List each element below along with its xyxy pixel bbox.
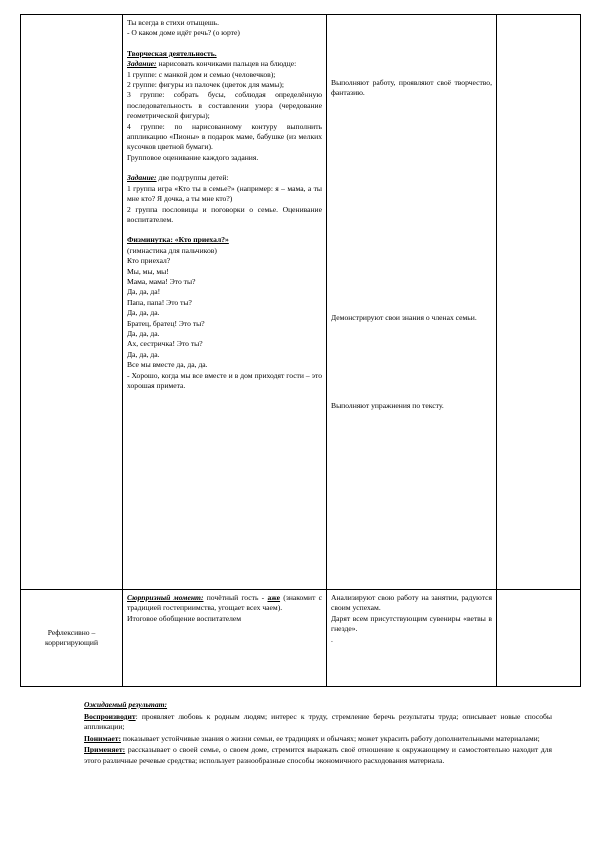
outcome-item	[84, 734, 552, 745]
outcome-item	[84, 745, 552, 766]
task2-text: две подгруппы детей:	[156, 173, 229, 183]
surprise-text: почётный гость -	[203, 593, 268, 602]
outcome-label: Применяет:	[84, 745, 126, 755]
list-item: 2 группа пословицы и поговорки о семье. Оценивание воспитателем.	[127, 204, 322, 224]
lesson-table	[20, 14, 581, 687]
list-item: 1 группе: с манкой дом и семью (человечков);	[127, 69, 276, 79]
task1-text: нарисовать кончиками пальцев на блюдце:	[156, 59, 297, 69]
children-activity-b: Демонстрируют свои знания о членах семьи.	[331, 312, 477, 322]
summary-line: Итоговое обобщение воспитателем	[127, 613, 242, 623]
phys-heading: Физминутка: «Кто приехал?»	[127, 235, 229, 245]
list-item: Групповое оценивание каждого задания.	[127, 152, 259, 162]
intro-line: Ты всегда в стихи отыщешь.	[127, 18, 220, 27]
notes-cell-empty	[497, 590, 581, 687]
poem-line: Мы, мы, мы!	[127, 266, 169, 276]
poem-line: Да, да, да!	[127, 287, 161, 297]
outcome-item	[84, 712, 552, 733]
children-activity-c: Выполняют упражнения по тексту.	[331, 401, 444, 411]
children-activity-a: Анализируют свою работу на занятии, радуются своим успехам.	[331, 593, 492, 613]
children-activity-c: .	[331, 634, 333, 644]
children-activity-a: Выполняют работу, проявляют своё творчество, фантазию.	[331, 78, 492, 98]
teacher-activity-cell	[123, 590, 327, 687]
outcome-label: Воспроизводит	[84, 711, 136, 721]
task2-label: Задание:	[127, 173, 157, 183]
poem-line: Кто приехал?	[127, 256, 171, 266]
notes-cell-empty	[497, 15, 581, 590]
outcome-label: Понимает:	[84, 733, 122, 743]
outcome-text: : проявляет любовь к родным людям; интерес к труду, стремление беречь результаты труда; описывает новые способы аппликации;	[84, 711, 552, 732]
guest-text: (знакомит с традицией гостеприимства, угощает всех чаем).	[127, 593, 323, 613]
poem-line: Ах, сестричка! Это ты?	[127, 339, 203, 349]
poem-line: Братец, братец! Это ты?	[127, 318, 205, 328]
surprise-label: Сюрпризный момент:	[127, 593, 204, 602]
creative-heading: Творческая деятельность.	[127, 48, 217, 58]
stage-label: Рефлексивно – корригирующий	[44, 627, 99, 647]
teacher-activity-cell	[123, 15, 327, 590]
outcome-title: Ожидаемый результат:	[84, 700, 168, 709]
table-row	[21, 15, 581, 590]
poem-line: - Хорошо, когда мы все вместе и в дом приходят гости – это хорошая примета.	[127, 370, 322, 390]
intro-line: - О каком доме идёт речь? (о юрте)	[127, 28, 240, 38]
task1-line	[127, 59, 322, 69]
poem-line: Да, да, да.	[127, 308, 160, 318]
guest-label: аже	[267, 593, 281, 602]
children-activity-cell	[327, 15, 497, 590]
expected-outcome	[84, 700, 552, 768]
outcome-text: показывает устойчивые знания о жизни семьи, ее традициях и обычаях; может украсить работу дополнительными материалами;	[121, 733, 540, 743]
stage-cell-empty	[21, 15, 123, 590]
list-item: 2 группе: фигуры из палочек (цветок для мамы);	[127, 80, 284, 90]
poem-line: Все мы вместе да, да, да.	[127, 360, 208, 370]
poem-line: Да, да, да.	[127, 349, 160, 359]
poem-line: (гимнастика для пальчиков)	[127, 245, 217, 255]
task1-label: Задание:	[127, 59, 157, 69]
poem-line: Мама, мама! Это ты?	[127, 276, 196, 286]
list-item: 4 группе: по нарисованному контуру выполнить аппликацию «Пионы» в подарок маме, бабушке (из мелких кусочков цветной бумаги).	[127, 121, 322, 152]
task2-line	[127, 173, 322, 183]
poem-line: Да, да, да.	[127, 328, 160, 338]
children-activity-b: Дарят всем присутствующим сувениры «ветвы в гнезде».	[331, 613, 492, 634]
children-activity-cell	[327, 590, 497, 687]
outcome-text: рассказывает о своей семье, о своем доме, стремится выражать своё отношение к окружающему и самостоятельно находит для этого различные речевые средства; использует разнообразные способы экономичного расходования материала.	[84, 745, 552, 765]
surprise-line	[127, 593, 322, 614]
list-item: 1 группа игра «Кто ты в семье?» (например: я – мама, а ты мне кто? Я дочка, а ты мне кто?)	[127, 183, 322, 204]
poem-line: Папа, папа! Это ты?	[127, 297, 192, 307]
stage-cell	[21, 590, 123, 687]
table-row	[21, 590, 581, 687]
list-item: 3 группе: собрать бусы, соблюдая определённую последовательность в составлении узора (чередование геометрической фигуры);	[127, 90, 322, 121]
